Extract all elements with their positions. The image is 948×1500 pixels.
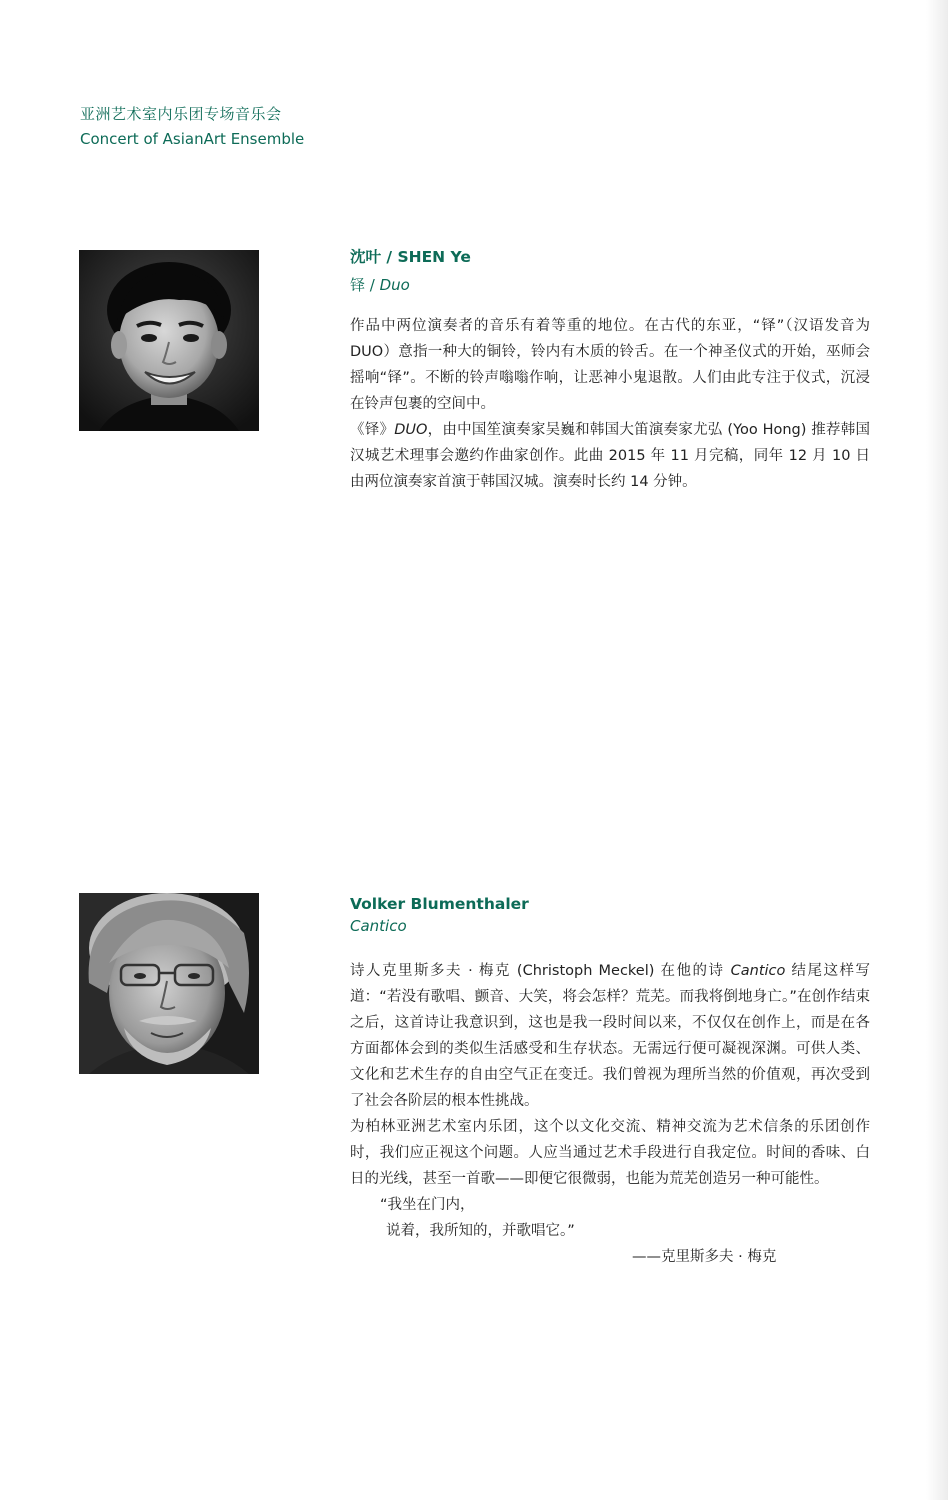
work-title-bracket: 《铎》 bbox=[350, 422, 395, 438]
work-title-prefix: 铎 / bbox=[350, 276, 380, 294]
header-title-zh: 亚洲艺术室内乐团专场音乐会 bbox=[80, 105, 282, 123]
work-title-italic: Cantico bbox=[350, 917, 407, 935]
quote-attribution: ——克里斯多夫 · 梅克 bbox=[632, 1249, 777, 1265]
entry-volker-blumenthaler bbox=[350, 893, 870, 1270]
header-title-en: Concert of AsianArt Ensemble bbox=[80, 130, 305, 148]
page-edge-shadow bbox=[926, 0, 948, 1500]
work-title-italic: DUO bbox=[394, 422, 428, 438]
poem-title-italic: Cantico bbox=[730, 963, 786, 979]
entry-shen-ye bbox=[350, 246, 870, 495]
work-title bbox=[350, 915, 870, 937]
work-title-italic: Duo bbox=[379, 276, 410, 294]
poem-quote-line: “我坐在门内， bbox=[380, 1197, 475, 1213]
composer-photo-volker-blumenthaler bbox=[79, 893, 259, 1074]
program-note-paragraph: 作品中两位演奏者的音乐有着等重的地位。在古代的东亚，“铎”（汉语发音为 DUO）意指一种大的铜铃，铃内有木质的铃舌。在一个神圣仪式的开始，巫师会摇响“铎”。不断的铃声嗡嗡作响，让恶神小鬼退散。人们由此专注于仪式，沉浸在铃声包裹的空间中。 bbox=[350, 318, 870, 412]
page-header bbox=[80, 104, 304, 150]
poem-quote-line: 说着，我所知的，并歌唱它。” bbox=[386, 1223, 575, 1239]
program-note-paragraph: 为柏林亚洲艺术室内乐团，这个以文化交流、精神交流为艺术信条的乐团创作时，我们应正视这个问题。人应当通过艺术手段进行自我定位。时间的香味、白日的光线，甚至一首歌——即便它很微弱，也能为荒芜创造另一种可能性。 bbox=[350, 1119, 870, 1187]
work-title bbox=[350, 274, 870, 296]
composer-name: 沈叶 / SHEN Ye bbox=[350, 248, 471, 266]
program-note-paragraph bbox=[350, 417, 870, 495]
program-note-paragraph bbox=[350, 958, 870, 1114]
composer-photo-shen-ye bbox=[79, 250, 259, 431]
program-note-text: ，由中国笙演奏家吴巍和韩国大笛演奏家尤弘 (Yoo Hong) 推荐韩国汉城艺术理事会邀约作曲家创作。此曲 2015 年 11 月完稿，同年 12 月 10 日由两位演奏家首演于韩国汉城。演奏时长约 14 分钟。 bbox=[350, 422, 871, 490]
composer-name: Volker Blumenthaler bbox=[350, 895, 529, 913]
program-note-text: 诗人克里斯多夫 · 梅克 (Christoph Meckel) 在他的诗 bbox=[350, 963, 731, 979]
program-note-text: 结尾这样写道：“若没有歌唱、颤音、大笑，将会怎样？荒芜。而我将倒地身亡。”在创作结束之后，这首诗让我意识到，这也是我一段时间以来，不仅仅在创作上，而是在各方面都体会到的类似生活感受和生存状态。无需远行便可凝视深渊。可供人类、文化和艺术生存的自由空气正在变迁。我们曾视为理所当然的价值观，再次受到了社会各阶层的根本性挑战。 bbox=[350, 963, 870, 1109]
